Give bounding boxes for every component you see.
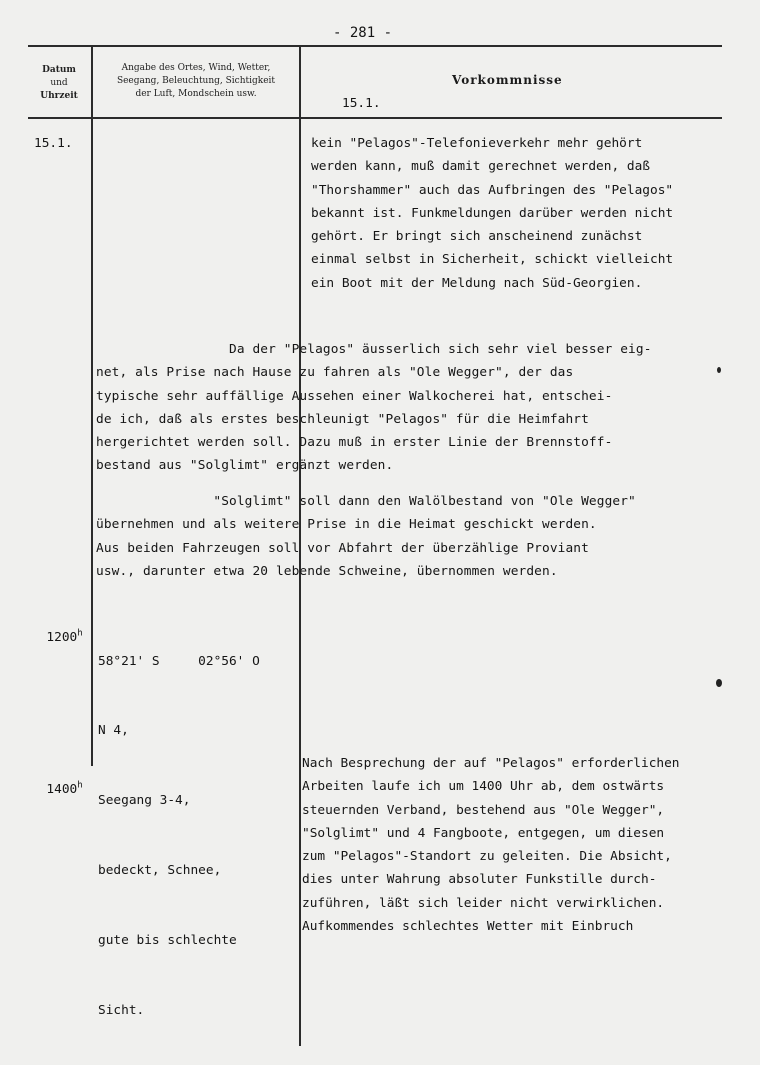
entry-time-1200: [31, 603, 83, 650]
weather-position: 58°21' S 02°56' O: [98, 653, 260, 669]
header-col2-line1: Angabe des Ortes, Wind, Wetter,: [121, 63, 271, 73]
entry-paragraph-1: kein "Pelagos"-Telefonieverkehr mehr gehört werden kann, muß damit gerechnet werden, daß "Thorshammer" auch das Aufbringen des "Pelagos" bekannt ist. Funkmeldungen darüber werden nicht gehört. Er bringt sich anscheinend zunächst einmal selbst in Sicherheit, schickt vielleicht ein Boot mit der Meldung nach Süd-Georgien.: [311, 136, 674, 291]
ink-speck: [717, 367, 721, 373]
table-top-rule: [28, 45, 722, 47]
entry-time-1200-value: 1200: [46, 630, 78, 646]
weather-visibility-end: Sicht.: [98, 1003, 145, 1019]
entry-time-1400-sup: h: [77, 781, 83, 792]
header-col1-line2: und: [50, 78, 68, 88]
weather-wind: N 4,: [98, 723, 129, 739]
header-col1-line3: Uhrzeit: [40, 91, 78, 101]
entry-date-15-1: 15.1.: [34, 136, 73, 151]
ink-speck: [716, 679, 722, 687]
header-ort-wetter: [94, 62, 298, 101]
entry-time-1400-value: 1400: [46, 782, 78, 798]
entry-paragraph-4: Nach Besprechung der auf "Pelagos" erforderlichen Arbeiten laufe ich um 1400 Uhr ab, dem ostwärts steuernden Verband, bestehend aus "Ole Wegger", "Solglimt" und 4 Fangboote, entgegen, um diesen zum "Pelagos"-Standort zu geleiten. Die Absicht, dies unter Wahrung absoluter Funkstille durch- zuführen, läßt sich leider nicht verwirklichen. Aufkommendes schlechtes Wetter mit Einbruch: [302, 756, 680, 935]
header-vorkommnisse: Vorkommnisse: [452, 73, 563, 87]
entry-paragraph-2: Da der "Pelagos" äusserlich sich sehr viel besser eig- net, als Prise nach Hause zu fahren als "Ole Wegger", der das typische sehr auffällige Aussehen einer Walkocherei hat, entschei- de ich, daß als erstes beschleunigt "Pelagos" für die Heimfahrt hergerichtet werden soll. Dazu muß in erster Linie der Brennstoff- bestand aus "Solglimt" ergänzt werden.: [96, 342, 652, 474]
header-col1-line1: Datum: [42, 65, 76, 75]
column-divider-1: [91, 46, 93, 766]
weather-sky: bedeckt, Schnee,: [98, 863, 222, 879]
weather-visibility: gute bis schlechte: [98, 933, 237, 949]
header-date: 15.1.: [342, 96, 381, 111]
table-header-rule: [28, 117, 722, 119]
weather-block: [98, 603, 260, 1046]
entry-time-1400: [31, 755, 83, 802]
entry-paragraph-3: "Solglimt" soll dann den Walölbestand von "Ole Wegger" übernehmen und als weitere Prise in die Heimat geschickt werden. Aus beiden Fahrzeugen soll vor Abfahrt der überzählige Proviant usw., darunter etwa 20 lebende Schweine, übernommen werden.: [96, 494, 636, 579]
page-number: - 281 -: [333, 25, 393, 41]
header-col2-line2: Seegang, Beleuchtung, Sichtigkeit: [116, 76, 276, 86]
weather-seegang: Seegang 3-4,: [98, 793, 191, 809]
entry-time-1200-sup: h: [77, 629, 83, 640]
header-col2-line3: der Luft, Mondschein usw.: [135, 89, 257, 99]
header-datum-uhrzeit: [30, 64, 88, 103]
